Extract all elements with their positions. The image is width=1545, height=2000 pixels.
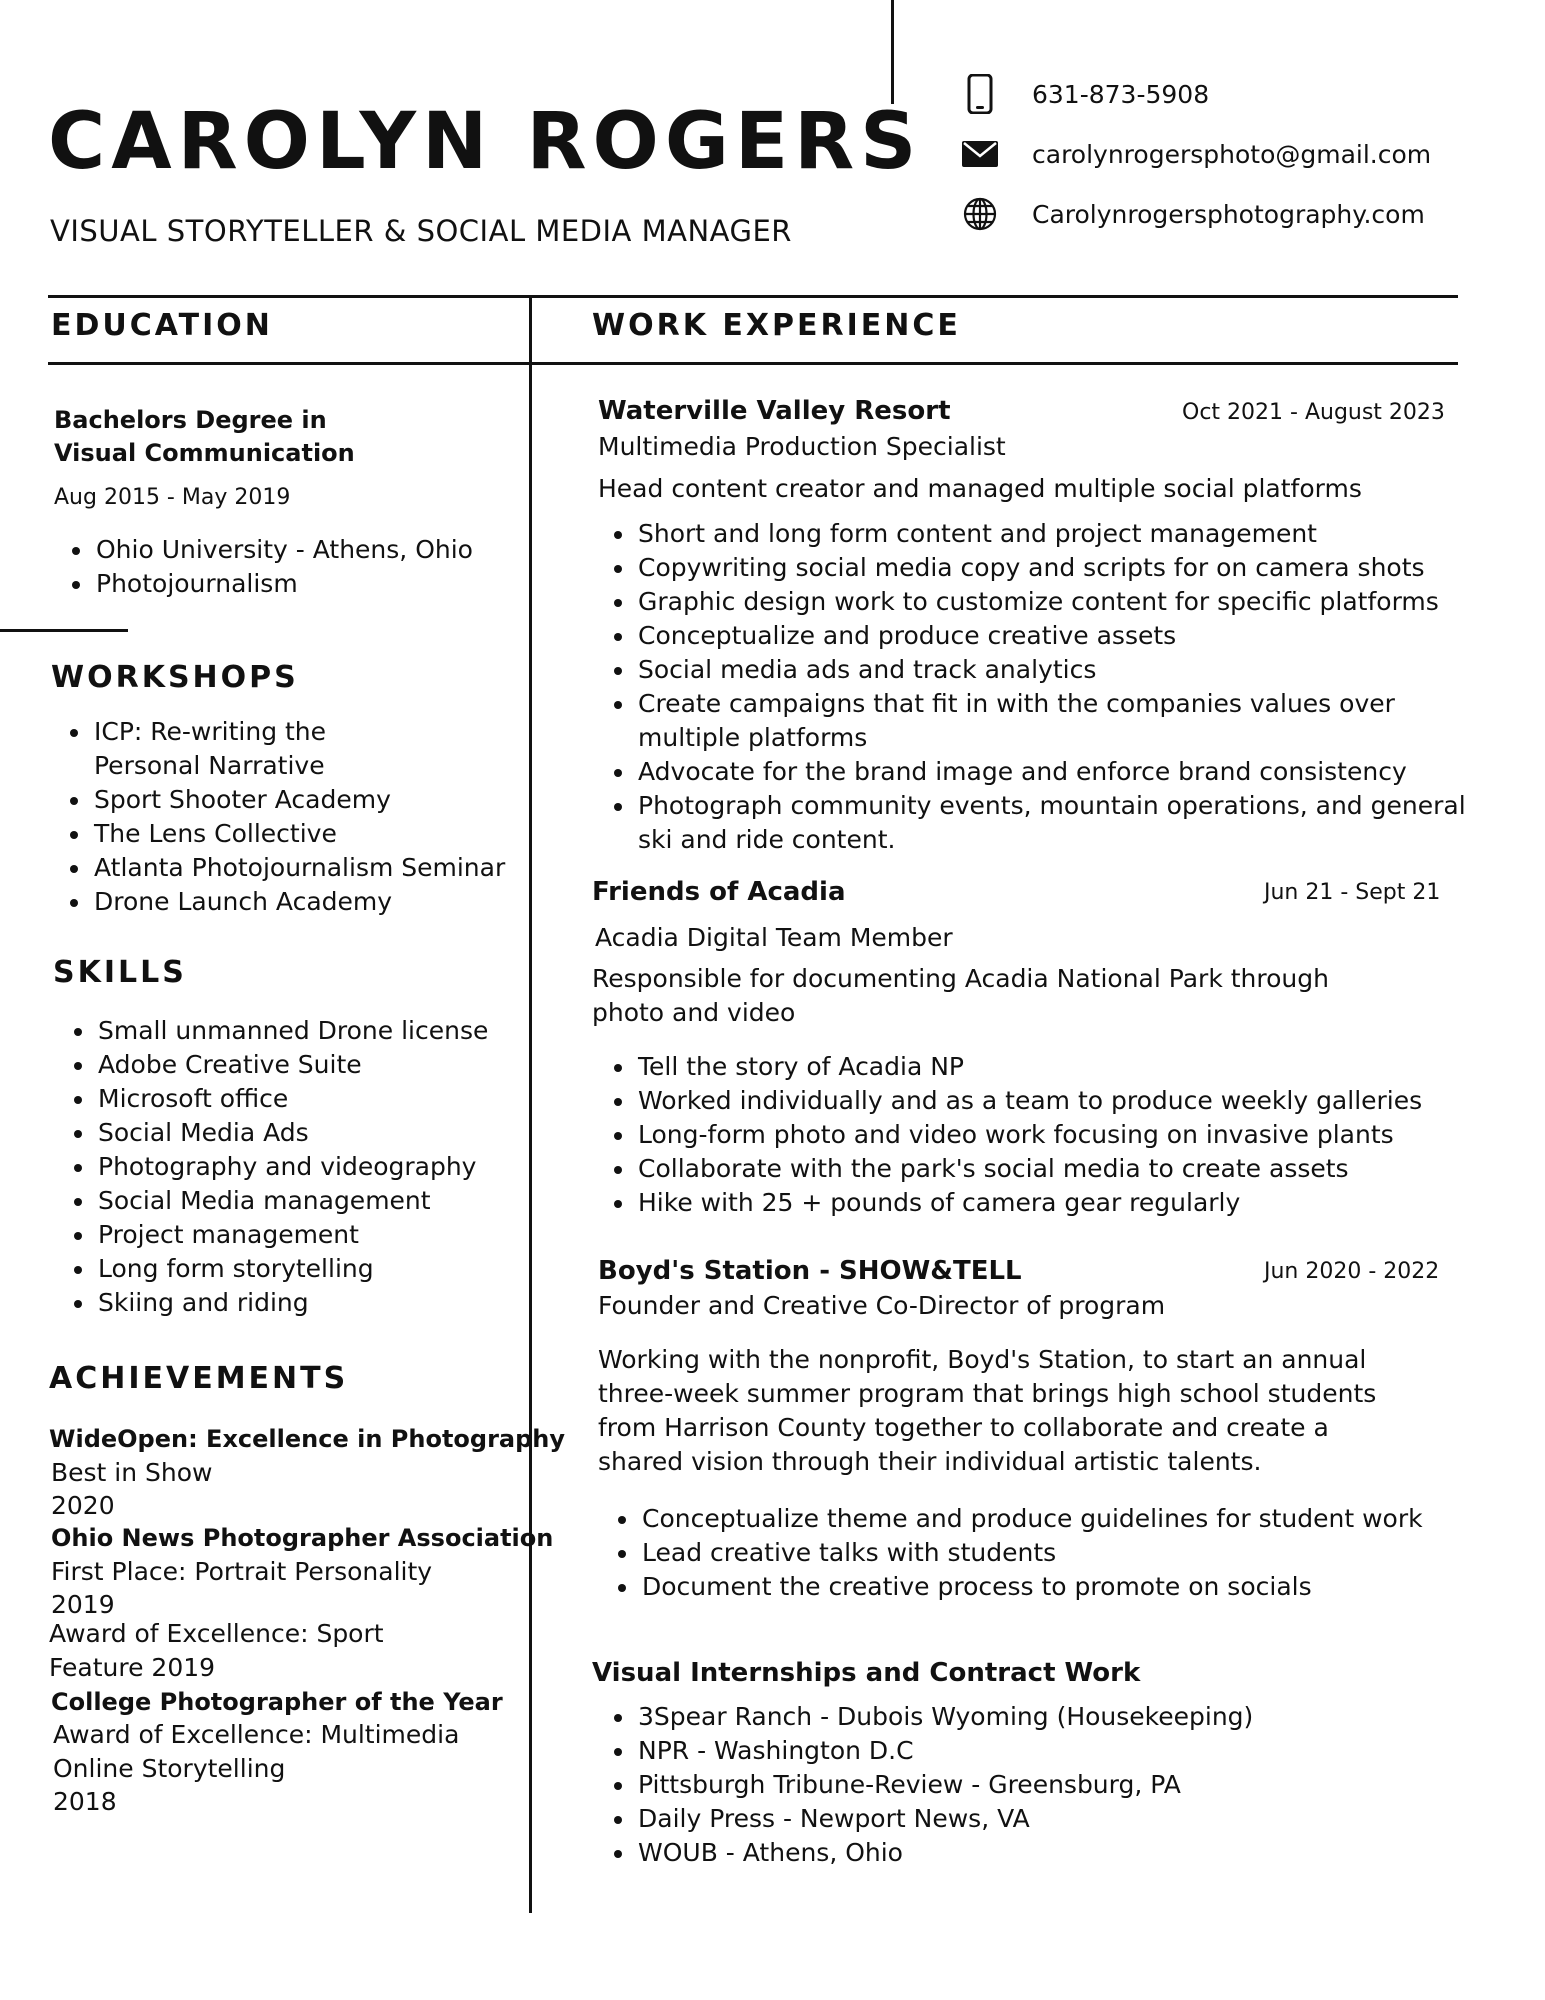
achievement-year: 2018	[53, 1787, 117, 1816]
list-item: • Photography and videography	[96, 1150, 556, 1184]
phone-number[interactable]: 631-873-5908	[1032, 79, 1210, 109]
list-item: • Graphic design work to customize content for specific platforms	[636, 585, 1496, 619]
professional-title: VISUAL STORYTELLER & SOCIAL MEDIA MANAGER	[50, 214, 792, 248]
phone-icon	[960, 74, 1000, 114]
achievement-detail: Best in Show	[51, 1458, 213, 1487]
education-list	[54, 533, 554, 601]
list-item: • WOUB - Athens, Ohio	[636, 1836, 1496, 1870]
globe-icon	[960, 194, 1000, 234]
list-item: • Pittsburgh Tribune-Review - Greensburg, PA	[636, 1768, 1496, 1802]
list-item: • Conceptualize theme and produce guidelines for student work	[640, 1502, 1500, 1536]
achievement-title: Ohio News Photographer Association	[51, 1524, 554, 1552]
envelope-icon	[960, 134, 1000, 174]
internships-heading: Visual Internships and Contract Work	[592, 1658, 1141, 1688]
job-bullets	[600, 1502, 1500, 1604]
contact-website	[960, 194, 1425, 234]
job-company: Waterville Valley Resort	[598, 396, 951, 426]
job-bullets	[596, 1050, 1496, 1220]
list-item: • Skiing and riding	[96, 1286, 556, 1320]
section-top-rule	[48, 295, 1458, 298]
list-item: • Photograph community events, mountain operations, and general ski and ride content.	[636, 789, 1468, 857]
list-item: • Document the creative process to promote on socials	[640, 1570, 1500, 1604]
job-bullets	[596, 517, 1496, 857]
list-item: • Long-form photo and video work focusing on invasive plants	[636, 1118, 1496, 1152]
list-item: • ICP: Re-writing the Personal Narrative	[92, 715, 434, 783]
job-summary: Head content creator and managed multiple social platforms	[598, 474, 1362, 503]
education-short-rule	[0, 629, 128, 632]
job-summary: Responsible for documenting Acadia National Park through photo and video	[592, 964, 1329, 1027]
job-role: Acadia Digital Team Member	[595, 923, 953, 952]
list-item: • Long form storytelling	[96, 1252, 556, 1286]
list-item: • Social Media management	[96, 1184, 556, 1218]
section-bottom-rule	[48, 362, 1458, 365]
list-item: • Daily Press - Newport News, VA	[636, 1802, 1496, 1836]
achievement-year: 2019	[51, 1590, 115, 1619]
job-summary: Working with the nonprofit, Boyd's Station, to start an annual three-week summer program that brings high school students from Harrison County together to collaborate and create a shared vision through their individual artistic talents.	[598, 1345, 1377, 1476]
workshops-heading: WORKSHOPS	[51, 660, 299, 695]
achievement-detail: Feature 2019	[49, 1653, 216, 1682]
list-item: • Short and long form content and project management	[636, 517, 1496, 551]
list-item: • Project management	[96, 1218, 556, 1252]
job-dates: Oct 2021 - August 2023	[1182, 400, 1445, 425]
job-role: Multimedia Production Specialist	[598, 432, 1006, 461]
list-item: • Lead creative talks with students	[640, 1536, 1500, 1570]
list-item: • Small unmanned Drone license	[96, 1014, 556, 1048]
achievement-detail: Award of Excellence: Multimedia	[53, 1720, 460, 1749]
workshops-list	[52, 715, 552, 919]
job-dates: Jun 21 - Sept 21	[1264, 880, 1441, 905]
header-vertical-rule	[891, 0, 894, 104]
list-item: • Create campaigns that fit in with the companies values over multiple platforms	[636, 687, 1418, 755]
list-item: • Worked individually and as a team to produce weekly galleries	[636, 1084, 1496, 1118]
degree-line-1: Bachelors Degree in	[54, 406, 327, 434]
list-item: • Social media ads and track analytics	[636, 653, 1496, 687]
list-item: • The Lens Collective	[92, 817, 552, 851]
list-item: • Adobe Creative Suite	[96, 1048, 556, 1082]
job-role: Founder and Creative Co-Director of program	[598, 1291, 1166, 1320]
job-company: Boyd's Station - SHOW&TELL	[598, 1256, 1022, 1286]
list-item: • NPR - Washington D.C	[636, 1734, 1496, 1768]
work-experience-heading: WORK EXPERIENCE	[592, 308, 961, 343]
list-item: • Sport Shooter Academy	[92, 783, 552, 817]
website-url[interactable]: Carolynrogersphotography.com	[1032, 199, 1425, 229]
contact-email	[960, 134, 1431, 174]
achievement-detail: Award of Excellence: Sport	[49, 1619, 384, 1648]
skills-list	[56, 1014, 556, 1320]
list-item: • Atlanta Photojournalism Seminar	[92, 851, 552, 885]
list-item: • Conceptualize and produce creative assets	[636, 619, 1496, 653]
list-item: • Microsoft office	[96, 1082, 556, 1116]
list-item: • Drone Launch Academy	[92, 885, 552, 919]
education-heading: EDUCATION	[51, 308, 273, 343]
job-dates: Jun 2020 - 2022	[1264, 1259, 1440, 1284]
education-dates: Aug 2015 - May 2019	[54, 485, 291, 510]
list-item: • Advocate for the brand image and enforce brand consistency	[636, 755, 1496, 789]
list-item: • Hike with 25 + pounds of camera gear regularly	[636, 1186, 1496, 1220]
achievement-detail: First Place: Portrait Personality	[51, 1557, 433, 1586]
achievement-title: College Photographer of the Year	[51, 1688, 503, 1716]
list-item: • Copywriting social media copy and scripts for on camera shots	[636, 551, 1496, 585]
achievement-detail: Online Storytelling	[53, 1754, 286, 1783]
skills-heading: SKILLS	[53, 955, 187, 990]
email-address[interactable]: carolynrogersphoto@gmail.com	[1032, 139, 1432, 169]
achievements-heading: ACHIEVEMENTS	[49, 1361, 349, 1396]
achievement-title: WideOpen: Excellence in Photography	[49, 1425, 566, 1453]
list-item: • Social Media Ads	[96, 1116, 556, 1150]
list-item: • Ohio University - Athens, Ohio	[94, 533, 554, 567]
achievement-year: 2020	[51, 1491, 115, 1520]
internships-list	[596, 1700, 1496, 1870]
list-item: • Photojournalism	[94, 567, 554, 601]
contact-phone	[960, 74, 1209, 114]
list-item: • Tell the story of Acadia NP	[636, 1050, 1496, 1084]
candidate-name: CAROLYN ROGERS	[48, 97, 923, 187]
degree-line-2: Visual Communication	[54, 439, 355, 467]
list-item: • 3Spear Ranch - Dubois Wyoming (Housekeeping)	[636, 1700, 1496, 1734]
list-item: • Collaborate with the park's social media to create assets	[636, 1152, 1496, 1186]
job-company: Friends of Acadia	[592, 877, 846, 907]
